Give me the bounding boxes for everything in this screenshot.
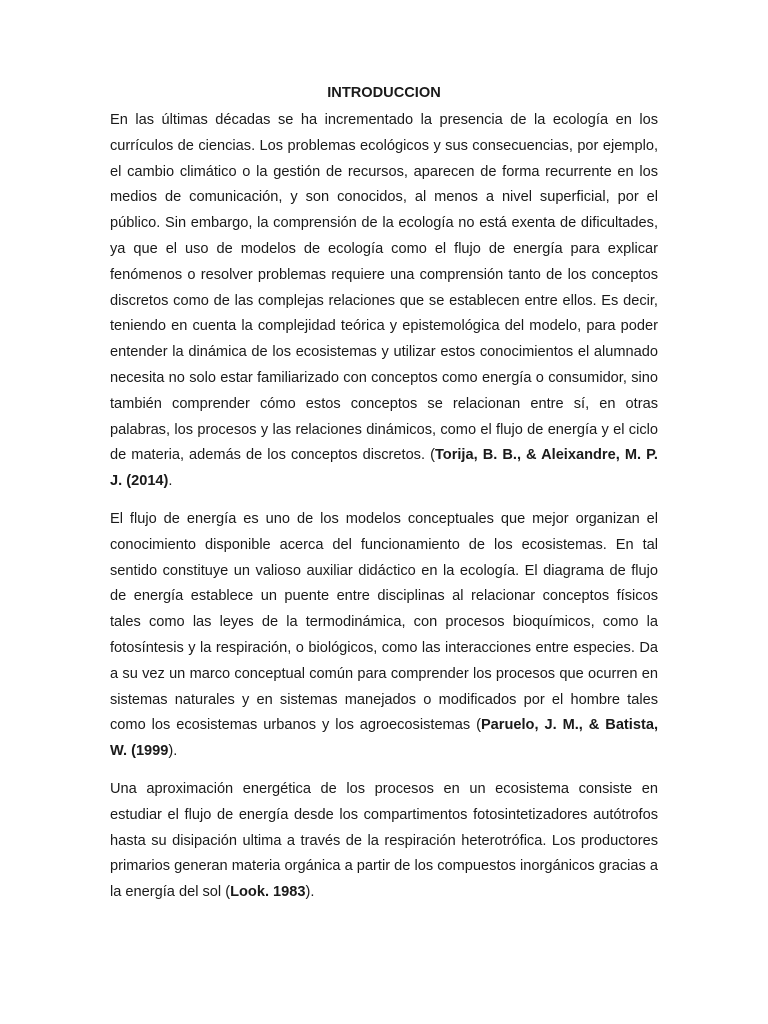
paragraph-3-end: ). — [305, 884, 315, 901]
paragraph-3-citation: Look. 1983 — [230, 884, 306, 901]
paragraph-2 — [110, 507, 658, 765]
paragraph-1-end: . — [168, 473, 173, 490]
paragraph-2-text: El flujo de energía es uno de los modelos conceptuales que mejor organizan el conocimiento disponible acerca del funcionamiento de los ecosistemas. En tal sentido constituye un valioso auxiliar didáctico en la ecología. El diagrama de flujo de energía establece un puente entre disciplinas al relacionar conceptos físicos tales como las leyes de la termodinámica, con procesos bioquímicos, como la fotosíntesis y la respiración, o biológicos, como las interacciones entre especies. Da a su vez un marco conceptual común para comprender los procesos que ocurren en sistemas naturales y en sistemas manejados o modificados por el hombre tales como los ecosistemas urbanos y los agroecosistemas ( — [110, 510, 658, 734]
document-title: INTRODUCCION — [327, 85, 441, 101]
paragraph-2-end: ). — [168, 743, 178, 760]
paragraph-3 — [110, 777, 658, 906]
paragraph-3-text: Una aproximación energética de los procesos en un ecosistema consiste en estudiar el flujo de energía desde los compartimentos fotosintetizadores autótrofos hasta su disipación ultima a través de la respiración heterotrófica. Los productores primarios generan materia orgánica a partir de los compuestos inorgánicos gracias a la energía del sol ( — [110, 780, 658, 901]
paragraph-1-text: En las últimas décadas se ha incrementado la presencia de la ecología en los currículos de ciencias. Los problemas ecológicos y sus consecuencias, por ejemplo, el cambio climático o la gestión de recursos, aparecen de forma recurrente en los medios de comunicación, y son conocidos, al menos a nivel superficial, por el público. Sin embargo, la comprensión de la ecología no está exenta de dificultades, ya que el uso de modelos de ecología como el flujo de energía para explicar fenómenos o resolver problemas requiere una comprensión tanto de los conceptos discretos como de las complejas relaciones que se establecen entre ellos. Es decir, teniendo en cuenta la complejidad teórica y epistemológica del modelo, para poder entender la dinámica de los ecosistemas y utilizar estos conocimientos el alumnado necesita no solo estar familiarizado con conceptos como energía o consumidor, sino también comprender cómo estos conceptos se relacionan entre sí, en otras palabras, los procesos y las relaciones dinámicos, como el flujo de energía y el ciclo de materia, además de los conceptos discretos. ( — [110, 112, 658, 464]
paragraph-1 — [110, 108, 658, 495]
paragraph-1-citation: Torija, B. B., & Aleixandre, M. P. J. (2014) — [110, 447, 658, 490]
document-page — [110, 80, 658, 918]
paragraph-2-citation: Paruelo, J. M., & Batista, W. (1999 — [110, 717, 658, 760]
